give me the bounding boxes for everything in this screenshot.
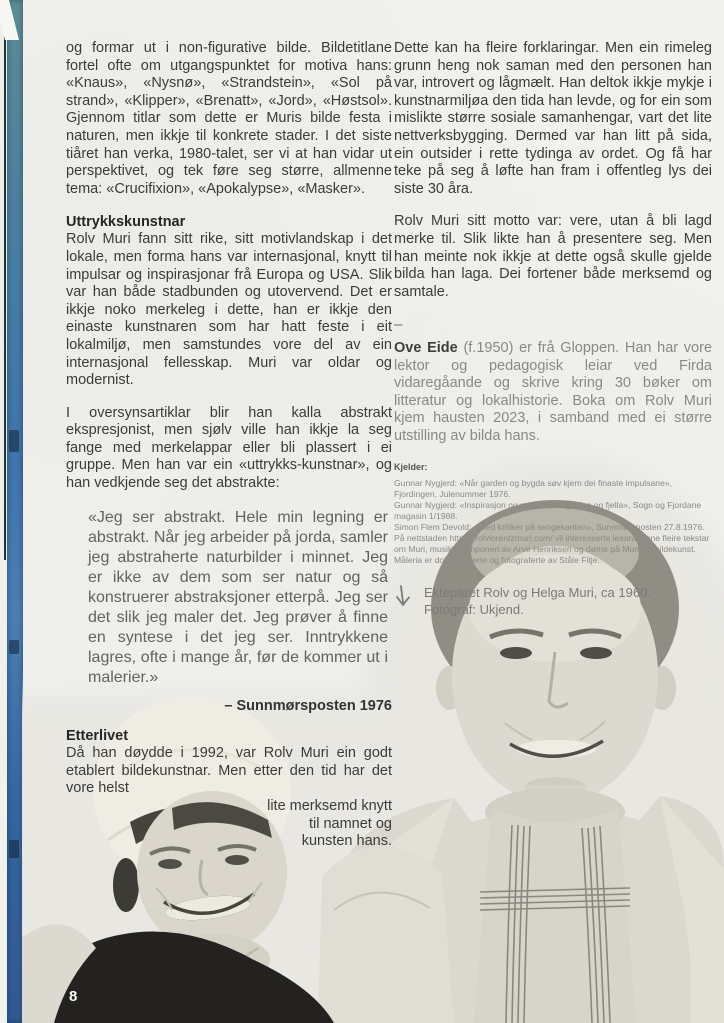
source-item: Gunnar Nygjerd: «Når garden og bygda søv kjem dei finaste impulsane», Fjordingen, Julenummer 1976. [394,478,673,500]
wrapped-line: lite merksemd knytt [267,798,392,815]
bio-divider-dash: – [394,316,403,334]
author-name: Ove Eide [394,339,458,356]
right-column [394,40,712,618]
body-paragraph: og formar ut i non-figurative bilde. Bildetitlane fortel ofte om utgangspunktet for motiva hans: «Knaus», «Nysnø», «Strandstein», «Sol på strand», «Klipper», «Brenatt», «Jord», «Høstsol». Gjennom titlar som dette er Muris bilde festa i naturen, men ikkje til konkrete stader. I det siste tiåret han verka, 1980-talet, ser vi at han vidar ut perspektivet, og tek føre seg større, allmenne tema: «Crucifixion», «Apokalypse», «Masker». [66,40,392,197]
page-number: 8 [69,988,78,1005]
caption-line: Fotograf: Ukjend. [424,602,524,618]
body-paragraph: Då han døydde i 1992, var Rolv Muri ein godt etablert bildekunstnar. Men etter den tid har det vore helst [66,745,392,797]
sources-block [394,459,712,566]
wrapped-line: til namnet og [308,815,392,832]
wrapped-line: kunsten hans. [301,833,392,850]
spine-fleck [9,840,19,858]
pull-quote: «Jeg ser abstrakt. Hele min legning er abstrakt. Når jeg arbeider på jorda, samler jeg abstraherte naturbilder i minnet. Jeg er ikke av dem som ser natur og så konstruerer abstraksjoner etterpå. Jeg ser det slik jeg maler det. Jeg prøver å finne en syntese i det jeg ser. Inntrykkene lagres, ofte i mange år, før de kommer ut i malerier.» [88,508,388,686]
quote-attribution: – Sunnmørsposten 1976 [224,697,392,714]
photo-caption [394,584,712,618]
caption-line: Ekteparet Rolv og Helga Muri, ca 1960. [424,585,651,601]
spine-fleck [9,430,19,452]
source-item: Simon Flem Devold: «Med kritiker på sengekanten», Sunnmørsposten 27.8.1976. [394,522,705,533]
left-column [66,40,392,851]
caption-text [424,584,651,618]
source-item: På nettstaden https://rolvlorentzmuri.com/ vil interesserte lesarar finne fleire tekstar om Muri, musikk komponert av Arve Henriksen og døme på Muri sin bildekunst. Måleria er dokumenterte og fotograferte av Ståle Fitje. [394,533,710,566]
magazine-spine [7,0,23,1023]
sources-heading: Kjelder: [394,462,428,473]
body-paragraph: Dette kan ha fleire forklaringar. Men ein rimeleg grunn heng nok saman med den personen han var, introvert og lågmælt. Han deltok ikkje mykje i kunstnarmiljøa den tida han levde, og for ein som mislikte større sosiale samanhengar, vart det lite nettverksbygging. Dermed var han litt på sida, ein outsider i rette tydinga av ordet. Og få har teke på seg å løfte han fram i offentleg lys dei siste 30 åra. [394,40,712,197]
section-heading-etterlivet: Etterlivet [66,728,129,745]
body-paragraph: Rolv Muri sitt motto var: vere, utan å bli lagd merke til. Slik likte han å presentere seg. Men han meinte nok ikkje at dette også skulle gjelde bilda han laga. Dei fortener både merksemd og samtale. [394,213,712,300]
spine-fleck [9,640,19,654]
down-arrow-icon [394,585,410,607]
section-heading-uttrykkskunstnar: Uttrykkskunstnar [66,214,186,231]
body-paragraph: Rolv Muri fann sitt rike, sitt motivlandskap i det lokale, men forma hans var internasjonal, knytt til impulsar og inspirasjonar frå Europa og USA. Slik var han både stadbunden og utovervend. Det er ikkje noko merkeleg i dette, han er ikkje den einaste kunstnaren som har hatt feste i eit lokalmiljø, men samstundes vore del av ein internasjonal fellesskap. Muri var oldar og modernist. [66,231,392,389]
source-item: Gunnar Nygjerd: «Inspirasjon og gullkorn frå fjorden og fjella», Sogn og Fjordane magasin 1/1988. [394,500,702,522]
spine-shadow-line [4,0,6,560]
author-bio [394,340,712,446]
author-bio-text: (f.1950) er frå Gloppen. Han har vore lektor og pedagogisk leiar ved Firda vidaregåande og skrive kring 30 bøker om litteratur og lokalhistorie. Boka om Rolv Muri kjem hausten 2023, i samband med ei større utstilling av bilda hans. [394,339,713,444]
body-paragraph: I oversynsartiklar blir han kalla abstrakt ekspresjonist, men sjølv ville han ikkje la seg fange med merkelappar eller bli plassert i ei gruppe. Men han var ein «uttrykks-kunstnar», og han vedkjende seg det abstrakte: [66,404,392,492]
